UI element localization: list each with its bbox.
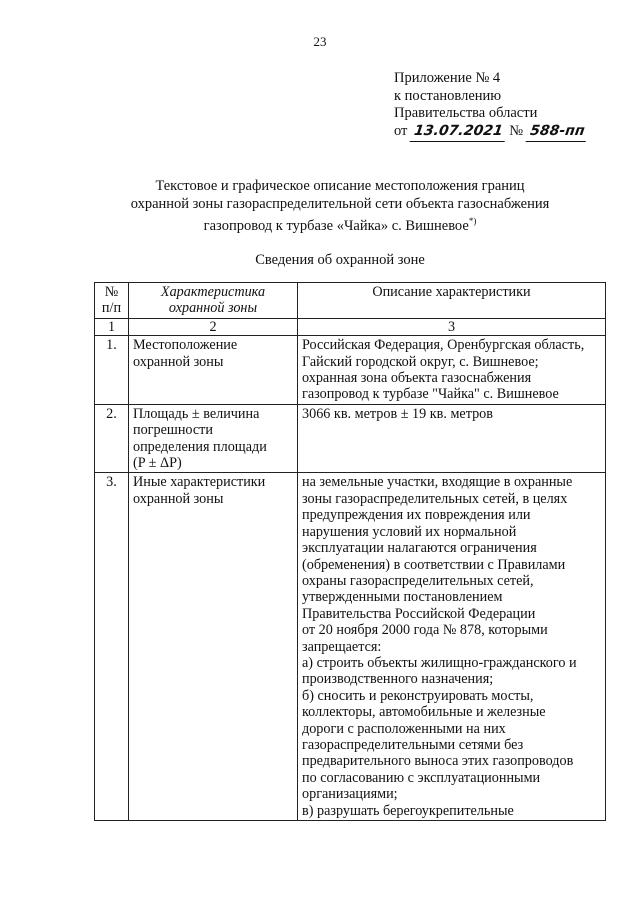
table-header-row: [95, 283, 606, 319]
cell-line: производственного назначения;: [302, 671, 494, 688]
title-line: [70, 213, 610, 235]
appendix-line: к постановлению: [394, 87, 502, 104]
cell-line: Площадь ± величина: [133, 405, 260, 422]
cell-line: Гайский городской округ, с. Вишневое;: [302, 353, 539, 370]
cell-line: б) сносить и реконструировать мосты,: [302, 687, 534, 704]
header-description: Описание характеристики: [298, 283, 606, 319]
cell-line: от 20 ноября 2000 года № 878, которыми: [302, 622, 548, 639]
row-number: 1.: [95, 336, 129, 405]
index-cell: 1: [95, 318, 129, 335]
row-characteristic: [129, 473, 298, 821]
footnote-mark: *): [468, 216, 477, 226]
title-line-text: газопровод к турбазе «Чайка» с. Вишневое: [203, 217, 469, 234]
document-title: [70, 178, 610, 235]
cell-line: предупреждения их повреждения или: [302, 507, 531, 524]
cell-line: а) строить объекты жилищно-гражданского и: [302, 654, 577, 671]
header-characteristic: [129, 283, 298, 319]
handwritten-date: 13.07.2021: [410, 123, 507, 142]
title-line: охранной зоны газораспределительной сети объекта газоснабжения: [130, 195, 550, 212]
row-characteristic: [129, 404, 298, 473]
cell-line: охранной зоны: [133, 490, 224, 507]
table-row: [95, 404, 606, 473]
appendix-date-line: [394, 123, 587, 142]
cell-line: по согласованию с эксплуатационными: [302, 769, 541, 786]
row-characteristic: [129, 336, 298, 405]
index-cell: 3: [298, 318, 606, 335]
cell-line: охранной зоны: [133, 353, 224, 370]
date-prefix: от: [394, 122, 408, 139]
cell-line: охраны газораспределительных сетей,: [302, 572, 534, 589]
appendix-line: Правительства области: [394, 105, 538, 121]
cell-line: коллекторы, автомобильные и железные: [302, 704, 546, 721]
cell-line: газопровод к турбазе "Чайка" с. Вишневое: [302, 386, 559, 403]
zone-info-table: [94, 282, 606, 821]
cell-line: Российская Федерация, Оренбургская область,: [302, 337, 585, 354]
header-number: [95, 283, 129, 319]
cell-line: охранная зона объекта газоснабжения: [302, 370, 532, 387]
cell-line: зоны газораспределительных сетей, в целях: [302, 490, 568, 507]
page-number: 23: [313, 34, 327, 49]
header-characteristic-line: Характеристика: [160, 284, 266, 300]
title-line: Текстовое и графическое описание местоположения границ: [155, 178, 525, 194]
cell-line: газораспределительными сетями без: [302, 736, 524, 753]
row-description: [298, 404, 606, 473]
cell-line: Иные характеристики: [133, 474, 266, 491]
cell-line: эксплуатации налагаются ограничения: [302, 540, 537, 557]
cell-line: нарушения условий их нормальной: [302, 523, 517, 540]
header-number-line: п/п: [101, 300, 122, 317]
row-number: 3.: [95, 473, 129, 821]
cell-line: Правительства Российской Федерации: [302, 605, 536, 622]
table-index-row: [95, 318, 606, 335]
cell-line: (обременения) в соответствии с Правилами: [302, 556, 566, 573]
cell-line: запрещается:: [302, 638, 382, 655]
cell-line: Местоположение: [133, 337, 238, 354]
cell-line: на земельные участки, входящие в охранные: [302, 474, 573, 491]
cell-line: определения площади: [133, 438, 267, 455]
table-row: [95, 336, 606, 405]
row-description: [298, 336, 606, 405]
cell-line: дороги с расположенными на них: [302, 720, 506, 737]
number-prefix: №: [509, 122, 524, 139]
header-characteristic-line: охранной зоны: [168, 300, 258, 317]
cell-line: предварительного выноса этих газопроводов: [302, 753, 574, 770]
row-description: [298, 473, 606, 821]
cell-line: 3066 кв. метров ± 19 кв. метров: [302, 405, 493, 422]
appendix-line: Приложение № 4: [394, 70, 501, 86]
handwritten-number: 588-пп: [525, 123, 588, 142]
table-row: [95, 473, 606, 821]
appendix-block: [394, 70, 587, 141]
index-cell: 2: [129, 318, 298, 335]
cell-line: в) разрушать берегоукрепительные: [302, 802, 514, 819]
cell-line: (P ± ΔP): [133, 455, 182, 472]
section-subtitle: Сведения об охранной зоне: [255, 252, 425, 268]
cell-line: организациями;: [302, 786, 398, 803]
row-number: 2.: [95, 404, 129, 473]
header-number-line: №: [104, 284, 119, 300]
cell-line: утвержденными постановлением: [302, 589, 503, 606]
cell-line: погрешности: [133, 422, 213, 439]
